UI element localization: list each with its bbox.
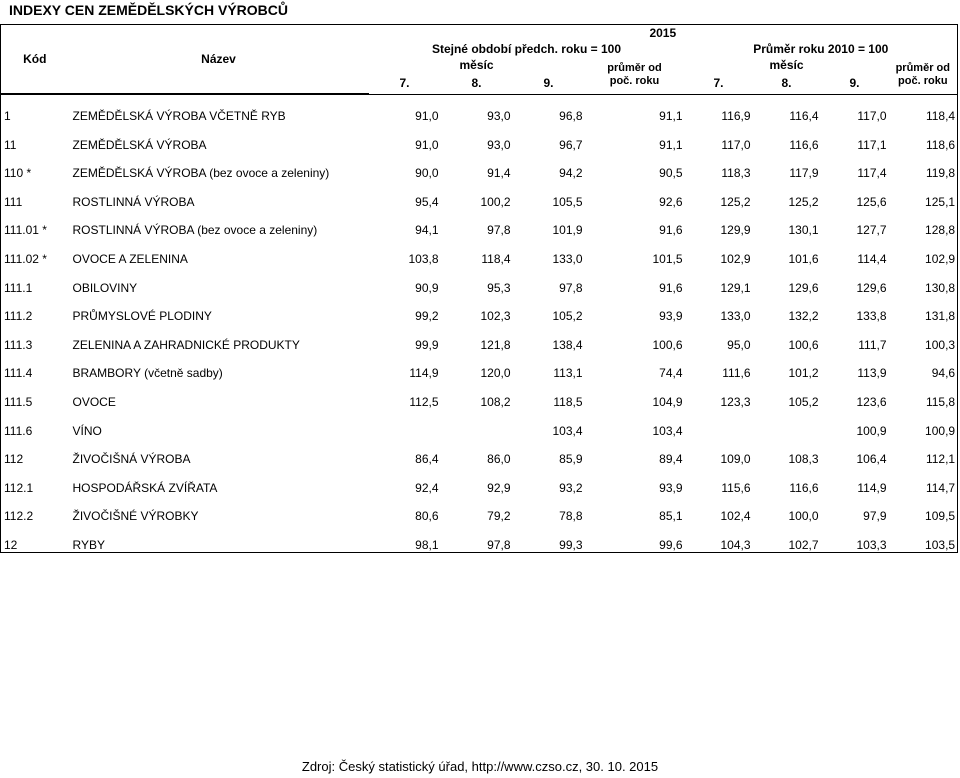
row-value: 97,8 — [441, 523, 513, 552]
row-value: 97,8 — [559, 280, 583, 295]
column-header-year: 2015 — [369, 25, 958, 42]
row-value: 138,4 — [552, 337, 583, 352]
row-code: 1 — [1, 94, 69, 123]
row-value: 112,5 — [409, 395, 439, 410]
page-title: INDEXY CEN ZEMĚDĚLSKÝCH VÝROBCŮ — [9, 2, 289, 18]
row-value: 123,6 — [856, 395, 887, 410]
table-row — [1, 380, 958, 409]
row-value: 116,6 — [789, 480, 819, 495]
column-header-month-8: 8. — [781, 76, 792, 90]
table-row — [1, 323, 958, 352]
column-header-nazev: Název — [69, 25, 369, 94]
row-value: 94,6 — [889, 352, 958, 381]
table-row — [1, 438, 958, 467]
row-value: 101,6 — [788, 252, 819, 267]
row-value: 103,5 — [889, 523, 958, 552]
row-value: 109,0 — [720, 452, 751, 467]
row-value: 86,0 — [487, 452, 511, 467]
row-value: 102,7 — [753, 523, 821, 552]
row-value: 114,9 — [409, 366, 439, 381]
row-value: 100,3 — [889, 323, 958, 352]
row-value: 99,6 — [585, 523, 685, 552]
row-value: 95,3 — [487, 280, 511, 295]
row-value: 115,6 — [721, 480, 751, 495]
row-value: 118,6 — [889, 123, 958, 152]
row-value: 80,6 — [415, 509, 439, 524]
row-code: 111.02 * — [1, 237, 69, 266]
row-value: 118,4 — [889, 94, 958, 123]
row-value: 91,6 — [659, 280, 683, 295]
row-value: 106,4 — [856, 452, 887, 467]
column-group-previous-year: Stejné období předch. roku = 100 — [431, 42, 622, 56]
row-value: 96,7 — [559, 137, 583, 152]
row-value: 125,6 — [856, 194, 887, 209]
row-name: BRAMBORY (včetně sadby) — [72, 366, 223, 381]
row-value: 93,0 — [487, 137, 511, 152]
row-value: 93,9 — [659, 480, 683, 495]
row-value: 94,1 — [415, 223, 439, 238]
row-value: 100,6 — [788, 337, 819, 352]
row-value: 92,6 — [659, 194, 683, 209]
ytd-label-line1: průměr od — [607, 62, 662, 74]
row-name: OVOCE — [72, 395, 116, 410]
column-header-month-9: 9. — [849, 76, 860, 90]
row-value: 111,6 — [722, 366, 751, 381]
row-value: 123,3 — [720, 395, 751, 410]
row-value: 91,1 — [659, 109, 683, 124]
row-value: 90,9 — [415, 280, 439, 295]
row-code: 111 — [1, 180, 69, 209]
row-value: 91,6 — [659, 223, 683, 238]
table-body — [1, 94, 958, 553]
table-row — [1, 523, 958, 552]
row-value: 129,6 — [788, 280, 819, 295]
row-value: 133,0 — [552, 252, 583, 267]
row-value: 118,3 — [721, 166, 751, 181]
row-value: 101,5 — [652, 252, 683, 267]
row-value: 115,8 — [889, 380, 958, 409]
row-value: 114,9 — [857, 480, 887, 495]
row-value: 129,9 — [720, 223, 751, 238]
row-name: HOSPODÁŘSKÁ ZVÍŘATA — [72, 480, 218, 495]
row-code: 111.01 * — [1, 209, 69, 238]
row-value: 85,9 — [559, 452, 583, 467]
table-row — [1, 209, 958, 238]
row-code: 111.5 — [1, 380, 69, 409]
table-row — [1, 123, 958, 152]
row-value — [369, 409, 441, 438]
ytd-label-line1: průměr od — [895, 62, 950, 74]
row-value: 125,1 — [889, 180, 958, 209]
ytd-label-line2: poč. roku — [898, 75, 948, 87]
row-value: 95,0 — [727, 337, 751, 352]
row-value: 111,7 — [858, 337, 887, 352]
table-row — [1, 237, 958, 266]
row-value: 118,5 — [553, 395, 583, 410]
row-value: 100,0 — [788, 509, 819, 524]
row-value: 117,0 — [857, 109, 887, 124]
row-name: ZELENINA A ZAHRADNICKÉ PRODUKTY — [72, 337, 300, 352]
column-header-month-7: 7. — [399, 76, 410, 90]
table-row — [1, 352, 958, 381]
row-value: 108,3 — [788, 452, 819, 467]
row-code: 111.1 — [1, 266, 69, 295]
row-value: 131,8 — [889, 295, 958, 324]
column-header-month-group2: měsíc — [769, 58, 804, 72]
row-value: 109,5 — [889, 495, 958, 524]
table-row — [1, 295, 958, 324]
table-row — [1, 152, 958, 181]
column-group-average-2010: Průměr roku 2010 = 100 — [685, 41, 958, 57]
row-value: 117,0 — [721, 137, 751, 152]
row-code: 111.4 — [1, 352, 69, 381]
column-header-kod: Kód — [1, 25, 69, 94]
row-value: 105,2 — [552, 309, 583, 324]
row-value: 85,1 — [659, 509, 683, 524]
row-value: 133,8 — [856, 309, 887, 324]
row-value: 113,1 — [553, 366, 583, 381]
row-name: OBILOVINY — [72, 280, 138, 295]
row-value: 99,9 — [415, 337, 439, 352]
row-value: 132,2 — [788, 309, 819, 324]
row-name: ZEMĚDĚLSKÁ VÝROBA (bez ovoce a zeleniny) — [72, 166, 330, 181]
row-value: 100,6 — [652, 337, 683, 352]
table-header — [1, 25, 958, 95]
row-value: 102,4 — [720, 509, 751, 524]
row-value: 116,6 — [789, 137, 819, 152]
row-name: ŽIVOČIŠNÉ VÝROBKY — [72, 509, 199, 524]
row-value: 119,8 — [889, 152, 958, 181]
row-value: 118,4 — [481, 252, 511, 267]
row-value: 102,9 — [889, 237, 958, 266]
row-value: 95,4 — [415, 194, 439, 209]
row-value: 103,8 — [408, 252, 439, 267]
row-value — [753, 409, 821, 438]
row-value: 86,4 — [415, 452, 439, 467]
row-value: 117,9 — [789, 166, 819, 181]
row-value: 105,5 — [552, 194, 583, 209]
row-value: 103,3 — [821, 523, 889, 552]
row-code: 112.2 — [1, 495, 69, 524]
row-value: 91,4 — [487, 166, 511, 181]
row-code: 111.2 — [1, 295, 69, 324]
row-value: 130,1 — [788, 223, 819, 238]
row-value: 89,4 — [659, 452, 683, 467]
row-value: 105,2 — [788, 395, 819, 410]
row-value: 113,9 — [857, 366, 887, 381]
price-index-table — [0, 24, 958, 553]
table-row — [1, 409, 958, 438]
row-name: VÍNO — [72, 423, 102, 438]
row-value: 91,0 — [415, 109, 439, 124]
row-value: 103,4 — [652, 423, 683, 438]
row-name: PRŮMYSLOVÉ PLODINY — [72, 309, 212, 324]
column-header-month-group1: měsíc — [459, 58, 494, 72]
row-value: 100,2 — [480, 194, 511, 209]
source-note: Zdroj: Český statistický úřad, http://www.czso.cz, 30. 10. 2015 — [301, 759, 659, 774]
row-value: 93,9 — [659, 309, 683, 324]
table-row — [1, 94, 958, 123]
row-value: 129,6 — [856, 280, 887, 295]
row-name: ŽIVOČIŠNÁ VÝROBA — [72, 452, 191, 467]
row-code: 110 * — [1, 152, 69, 181]
row-value: 99,2 — [415, 309, 439, 324]
row-value: 114,7 — [889, 466, 958, 495]
row-value: 79,2 — [487, 509, 511, 524]
row-value: 130,8 — [889, 266, 958, 295]
table-row — [1, 180, 958, 209]
row-value: 129,1 — [720, 280, 751, 295]
row-value: 74,4 — [659, 366, 683, 381]
row-code: 11 — [1, 123, 69, 152]
column-header-month-7: 7. — [713, 76, 724, 90]
row-value: 97,9 — [863, 509, 887, 524]
row-value: 101,9 — [552, 223, 583, 238]
row-name: OVOCE A ZELENINA — [72, 252, 188, 267]
row-value: 92,4 — [415, 480, 439, 495]
row-value: 116,9 — [721, 109, 751, 124]
row-code: 111.3 — [1, 323, 69, 352]
row-value: 108,2 — [480, 395, 511, 410]
row-value: 93,0 — [487, 109, 511, 124]
row-value: 128,8 — [889, 209, 958, 238]
row-value: 104,9 — [652, 395, 683, 410]
row-value: 121,8 — [480, 337, 511, 352]
row-value: 91,1 — [659, 137, 683, 152]
row-value: 133,0 — [720, 309, 751, 324]
row-value: 117,4 — [857, 166, 887, 181]
row-value: 99,3 — [513, 523, 585, 552]
row-value: 102,3 — [480, 309, 511, 324]
table-row — [1, 266, 958, 295]
row-value: 78,8 — [559, 509, 583, 524]
column-header-month-8: 8. — [471, 76, 482, 90]
row-value: 116,4 — [789, 109, 819, 124]
row-value: 90,5 — [659, 166, 683, 181]
row-value: 97,8 — [487, 223, 511, 238]
row-name: ZEMĚDĚLSKÁ VÝROBA — [72, 137, 207, 152]
row-code: 12 — [1, 523, 69, 552]
column-header-ytd-average-group1 — [585, 57, 685, 93]
ytd-label-line2: poč. roku — [609, 75, 660, 87]
row-value: 93,2 — [559, 480, 583, 495]
row-value: 127,7 — [856, 223, 887, 238]
row-value: 117,1 — [857, 137, 887, 152]
table-row — [1, 466, 958, 495]
row-value: 125,2 — [788, 194, 819, 209]
row-value: 94,2 — [559, 166, 583, 181]
column-header-month-9: 9. — [543, 76, 554, 90]
column-header-ytd-average-group2 — [889, 57, 958, 93]
row-name: RYBY — [69, 523, 369, 552]
table-row — [1, 495, 958, 524]
row-name: ROSTLINNÁ VÝROBA — [72, 194, 195, 209]
row-value: 100,9 — [889, 409, 958, 438]
row-value: 120,0 — [480, 366, 511, 381]
row-value: 125,2 — [720, 194, 751, 209]
row-code: 111.6 — [1, 409, 69, 438]
row-value: 98,1 — [369, 523, 441, 552]
row-value: 96,8 — [559, 109, 583, 124]
row-value: 112,1 — [889, 438, 958, 467]
row-value: 100,9 — [856, 423, 887, 438]
row-name: ZEMĚDĚLSKÁ VÝROBA VČETNĚ RYB — [72, 109, 286, 124]
row-value: 92,9 — [487, 480, 511, 495]
row-value: 90,0 — [415, 166, 439, 181]
row-code: 112 — [1, 438, 69, 467]
row-name: ROSTLINNÁ VÝROBA (bez ovoce a zeleniny) — [72, 223, 318, 238]
row-value: 102,9 — [720, 252, 751, 267]
row-value — [685, 409, 753, 438]
row-value: 103,4 — [552, 423, 583, 438]
row-value: 114,4 — [857, 252, 887, 267]
row-value: 104,3 — [685, 523, 753, 552]
row-value: 101,2 — [788, 366, 819, 381]
row-value: 91,0 — [415, 137, 439, 152]
row-value — [441, 409, 513, 438]
row-code: 112.1 — [1, 466, 69, 495]
